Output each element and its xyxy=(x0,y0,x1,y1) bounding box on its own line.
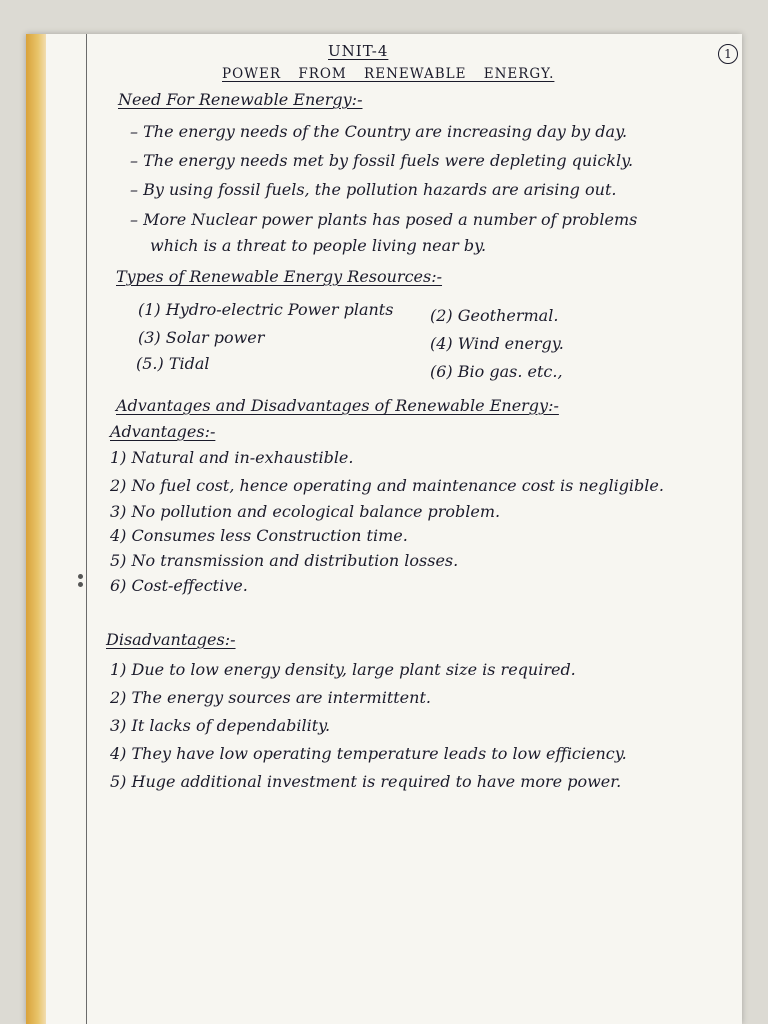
need-point: – More Nuclear power plants has posed a number of problems xyxy=(130,210,638,229)
unit-heading: UNIT-4 xyxy=(328,42,389,60)
page-number-circle: 1 xyxy=(718,44,738,64)
margin-line xyxy=(86,34,87,1024)
disadvantage-item: 4) They have low operating temperature leads to low efficiency. xyxy=(110,744,627,763)
need-point-continuation: which is a threat to people living near by. xyxy=(150,236,487,255)
advantage-item: 5) No transmission and distribution losses. xyxy=(110,551,459,570)
need-point: – The energy needs met by fossil fuels were depleting quickly. xyxy=(130,151,634,170)
punch-mark xyxy=(78,574,83,579)
advantage-item: 2) No fuel cost, hence operating and maintenance cost is negligible. xyxy=(110,476,664,495)
page-title: POWER FROM RENEWABLE ENERGY. xyxy=(222,66,555,82)
need-point: – The energy needs of the Country are increasing day by day. xyxy=(130,122,628,141)
disadvantage-item: 1) Due to low energy density, large plant size is required. xyxy=(110,660,576,679)
type-item: (1) Hydro-electric Power plants xyxy=(138,300,394,319)
type-item: (4) Wind energy. xyxy=(430,334,564,353)
type-item: (6) Bio gas. etc., xyxy=(430,362,563,381)
need-point: – By using fossil fuels, the pollution hazards are arising out. xyxy=(130,180,617,199)
disadvantage-item: 3) It lacks of dependability. xyxy=(110,716,331,735)
disadvantages-heading: Disadvantages:- xyxy=(106,630,236,649)
advantage-item: 1) Natural and in-exhaustible. xyxy=(110,448,354,467)
need-heading: Need For Renewable Energy:- xyxy=(118,90,363,109)
type-item: (3) Solar power xyxy=(138,328,265,347)
disadvantage-item: 5) Huge additional investment is required to have more power. xyxy=(110,772,622,791)
advantage-item: 3) No pollution and ecological balance problem. xyxy=(110,502,501,521)
notebook-page xyxy=(26,34,742,1024)
advantage-item: 4) Consumes less Construction time. xyxy=(110,526,408,545)
disadvantage-item: 2) The energy sources are intermittent. xyxy=(110,688,431,707)
advantage-item: 6) Cost-effective. xyxy=(110,576,248,595)
type-item: (5.) Tidal xyxy=(136,354,210,373)
types-heading: Types of Renewable Energy Resources:- xyxy=(116,267,443,286)
adv-disadv-heading: Advantages and Disadvantages of Renewable Energy:- xyxy=(116,396,559,415)
advantages-heading: Advantages:- xyxy=(110,422,216,441)
type-item: (2) Geothermal. xyxy=(430,306,559,325)
page-binding-edge xyxy=(26,34,46,1024)
punch-mark xyxy=(78,582,83,587)
